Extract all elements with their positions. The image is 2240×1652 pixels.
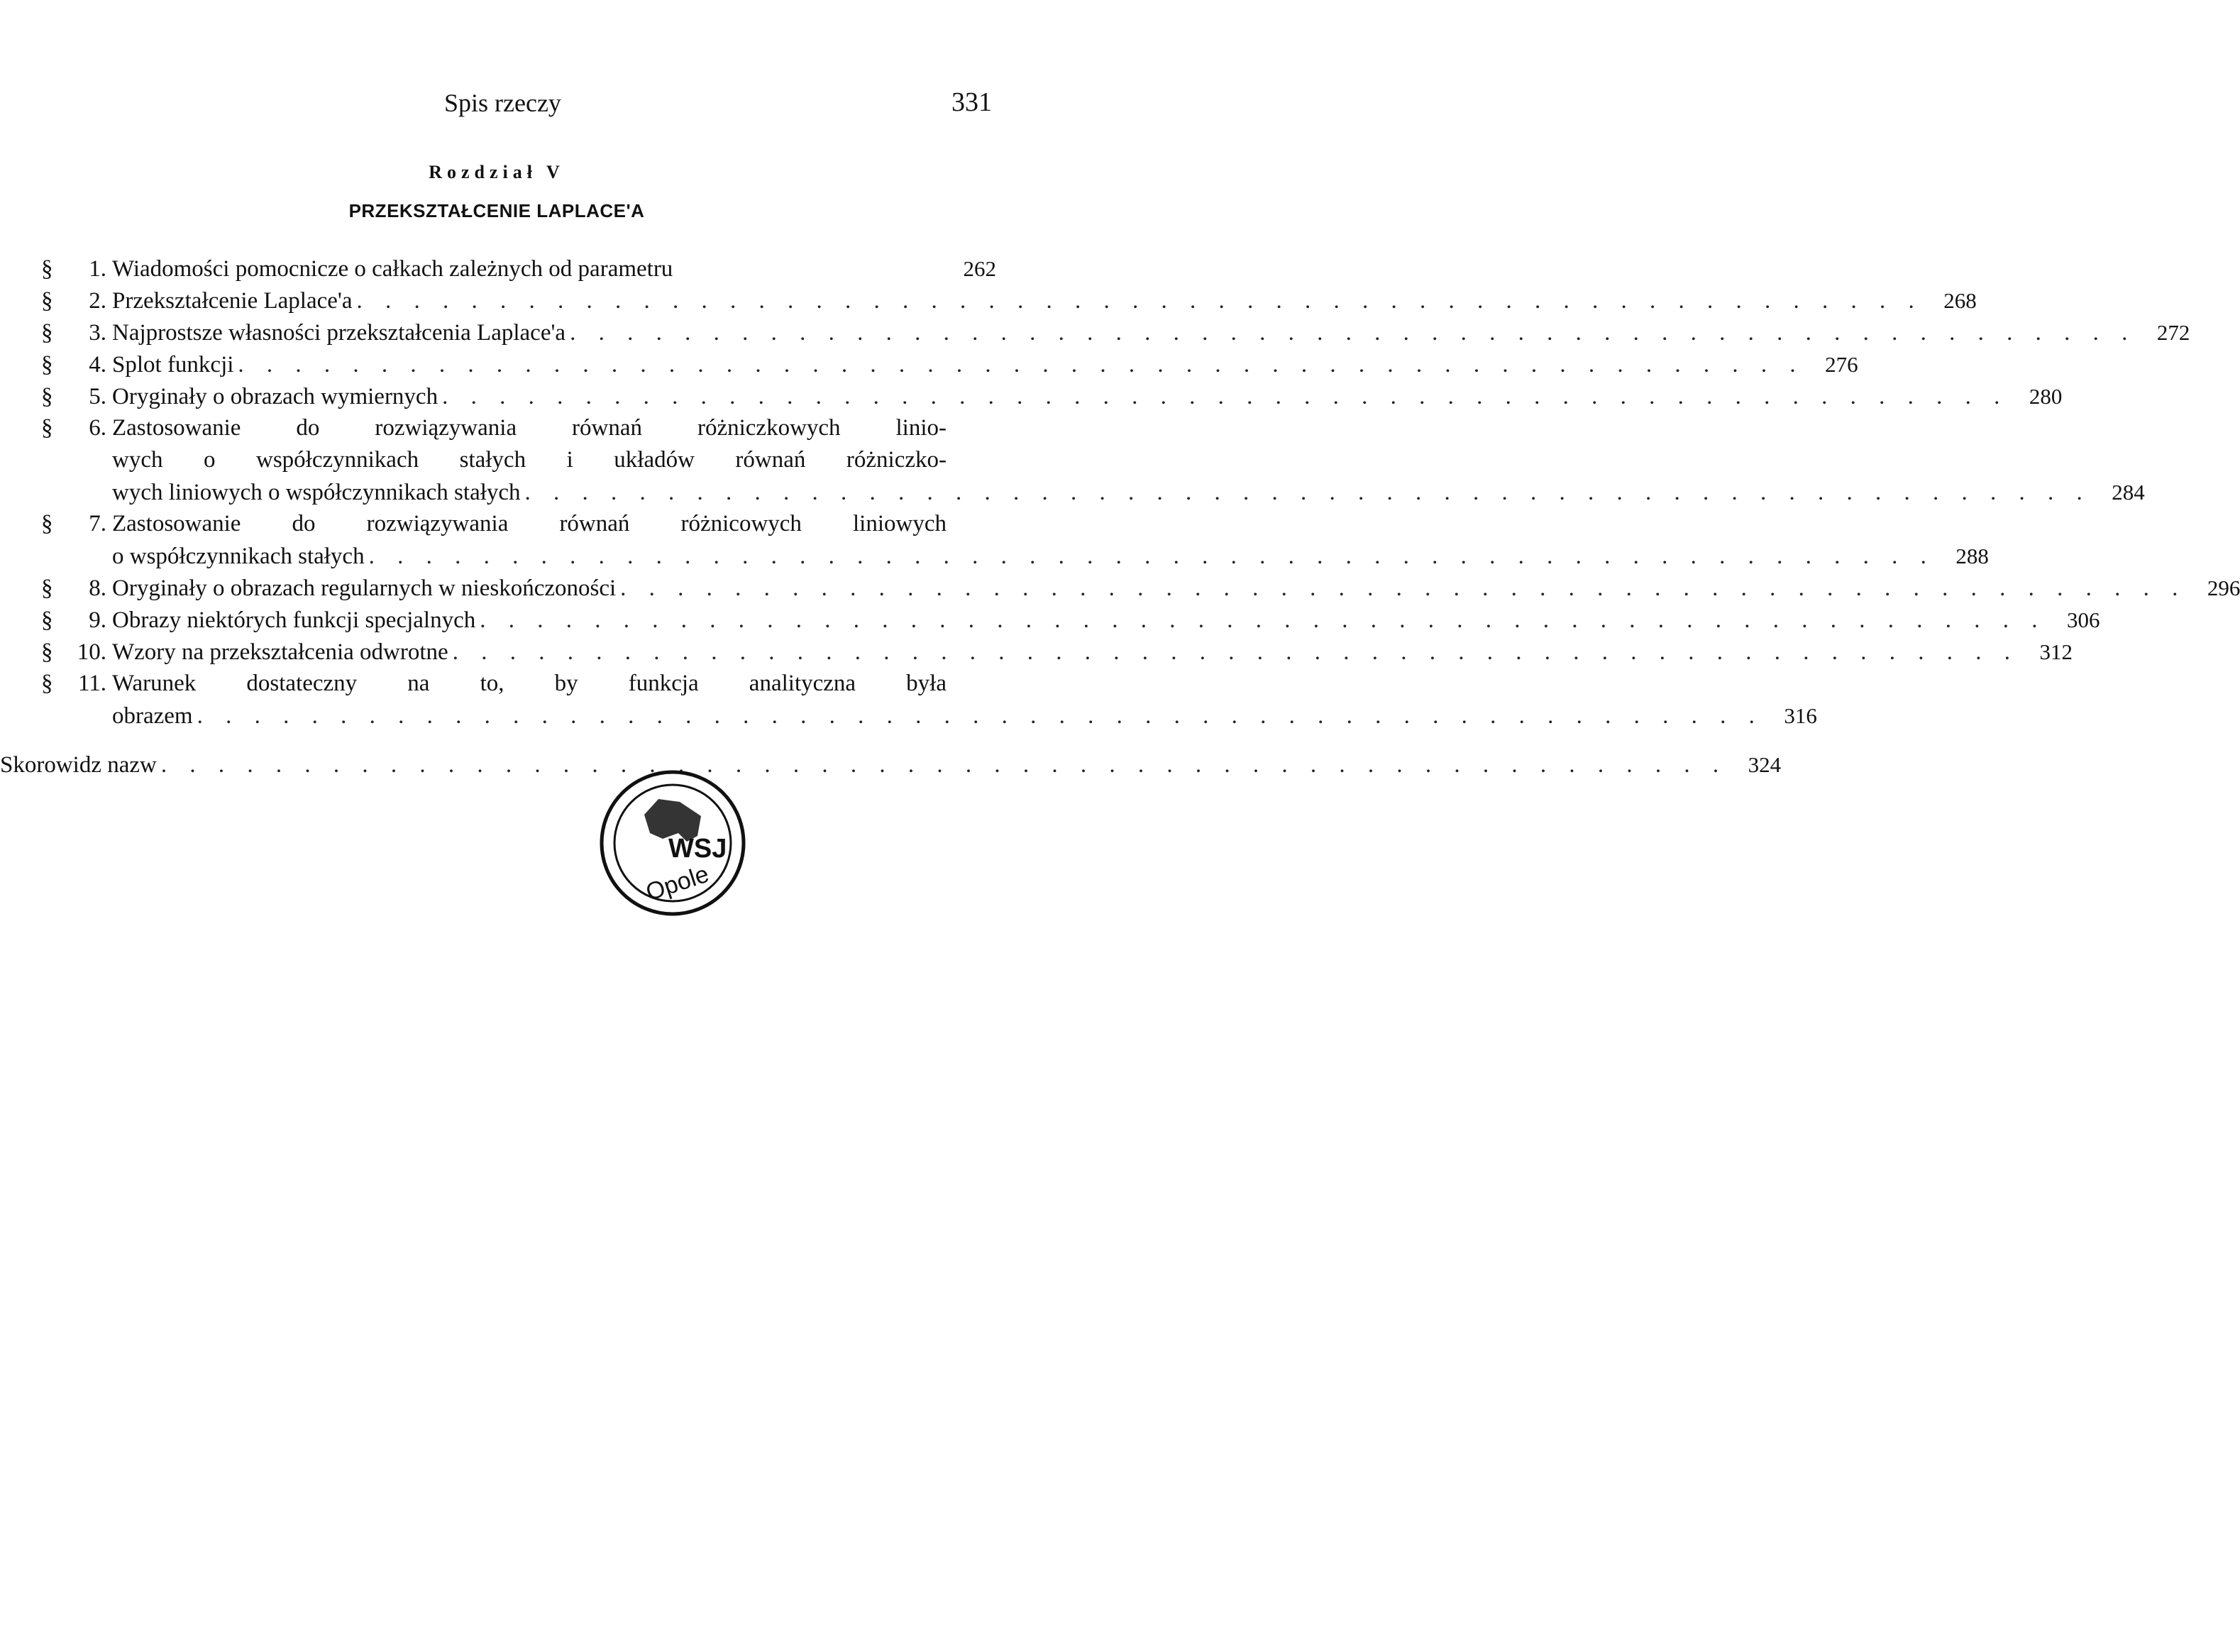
chapter-title: PRZEKSZTAŁCENIE LAPLACE'A	[348, 200, 645, 221]
dot-leader: . . . . . . . . . . . . . . . . . . . . . . . . . . . . . . . . . . . . . . . . . . . . . . . . . . . . . . .	[442, 384, 2009, 409]
entry-title: Wiadomości pomocnicze o całkach zależnych od parametru	[112, 256, 673, 282]
toc-entry	[41, 412, 2145, 508]
toc-line	[41, 636, 2073, 668]
entry-title: Obrazy niektórych funkcji specjalnych	[112, 607, 476, 633]
running-header-title: Spis rzeczy	[444, 89, 561, 117]
section-sign: §	[41, 511, 53, 536]
entry-page: 284	[2112, 480, 2145, 505]
toc-line	[41, 572, 2240, 604]
toc-line	[41, 285, 1977, 316]
entry-title: Oryginały o obrazach regularnych w nieskończoności	[112, 576, 617, 601]
section-number: 6.	[89, 415, 106, 441]
entry-title: obrazem	[112, 703, 193, 729]
dot-leader: . . . . . . . . . . . . . . . . . . . . . . . . . . . . . . . . . . . . . . . . . . . . . . . . . . . . . . .	[238, 352, 1804, 378]
dot-leader: . . . . . . . . . . . . . . . . . . . . . . . . . . . . . . . . . . . . . . . . . . . . . . . . . . . . . . .	[480, 607, 2046, 633]
section-number: 5.	[89, 384, 106, 409]
toc-entry	[41, 380, 2063, 412]
section-number: 11.	[77, 671, 106, 696]
section-sign: §	[41, 671, 53, 696]
dot-leader: . . . . . . . . . . . . . . . . . . . . . . . . . . . . . . . . . . . . . . . . . . . . . . . . . . . . . . .	[368, 544, 1935, 569]
stamp-top-text: WSJ	[668, 834, 727, 864]
toc-line	[41, 668, 996, 700]
toc-line	[41, 476, 2145, 508]
table-of-contents	[0, 253, 2240, 781]
entry-page: 280	[2029, 384, 2063, 409]
toc-entry	[41, 285, 1977, 316]
page-number: 331	[951, 87, 992, 117]
toc-line	[41, 253, 996, 285]
section-sign: §	[41, 352, 53, 378]
index-label: Skorowidz nazw	[0, 752, 157, 778]
toc-line	[41, 540, 1989, 572]
entry-title: Przekształcenie Laplace'a	[112, 288, 353, 314]
dot-leader: . . . . . . . . . . . . . . . . . . . . . . . . . . . . . . . . . . . . . . . . . . . . . . . . . . . . . . .	[197, 703, 1763, 729]
section-sign: §	[41, 320, 53, 346]
index-page: 324	[1748, 752, 1782, 777]
index-entry	[0, 749, 1782, 781]
section-sign: §	[41, 639, 53, 665]
toc-entry	[41, 348, 1858, 380]
toc-entry	[41, 668, 1817, 732]
toc-line	[41, 700, 1817, 732]
section-number: 3.	[89, 320, 106, 346]
entry-title: wych o współczynnikach stałych i układów równań różniczko-	[112, 447, 947, 473]
toc-line	[0, 749, 1782, 781]
entry-page: 276	[1825, 352, 1858, 377]
section-sign: §	[41, 384, 53, 409]
section-sign: §	[41, 607, 53, 633]
toc-line	[41, 444, 996, 476]
dot-leader: . . . . . . . . . . . . . . . . . . . . . . . . . . . . . . . . . . . . . . . . . . . . . . . . . . . . . . .	[160, 752, 1728, 778]
section-sign: §	[41, 415, 53, 441]
toc-entry	[41, 604, 2100, 636]
dot-leader: . . . . . . . . . . . . . . . . . . . . . . . . . . . . . . . . . . . . . . . . . . . . . . . . . . . . . . .	[452, 639, 2019, 665]
dot-leader: . . . . . . . . . . . . . . . . . . . . . . . . . . . . . . . . . . . . . . . . . . . . . . . . . . . . . . .	[356, 288, 1923, 314]
section-sign: §	[41, 256, 53, 282]
toc-entry	[41, 316, 2190, 348]
entry-page: 262	[963, 256, 996, 281]
entry-title: Oryginały o obrazach wymiernych	[112, 384, 438, 409]
section-number: 10.	[77, 639, 106, 665]
section-sign: §	[41, 576, 53, 601]
entry-title: Zastosowanie do rozwiązywania równań różniczkowych linio-	[112, 415, 947, 441]
entry-title: Warunek dostateczny na to, by funkcja analityczna była	[112, 671, 947, 696]
library-stamp	[595, 765, 751, 921]
entry-title: Najprostsze własności przekształcenia Laplace'a	[112, 320, 566, 346]
chapter-label: Rozdział V	[429, 162, 565, 182]
dot-leader: . . . . . . . . . . . . . . . . . . . . . . . . . . . . . . . . . . . . . . . . . . . . . . . . . . . . . . .	[524, 480, 2091, 505]
toc-line	[41, 348, 1858, 380]
entry-page: 296	[2207, 576, 2240, 600]
toc-line	[41, 508, 996, 540]
entry-title: o współczynnikach stałych	[112, 544, 365, 569]
dot-leader: . . . . . . . . . . . . . . . . . . . . . . . . . . . . . . . . . . . . . . . . . . . . . . . . . . . . . . .	[570, 320, 2136, 346]
section-number: 1.	[89, 256, 106, 282]
section-number: 4.	[89, 352, 106, 378]
toc-line	[41, 316, 2190, 348]
section-sign: §	[41, 288, 53, 314]
section-number: 7.	[89, 511, 106, 536]
spacer	[41, 732, 996, 749]
stamp-bottom-text: Opole	[642, 860, 712, 906]
entry-title: Splot funkcji	[112, 352, 234, 378]
toc-entry	[41, 508, 1989, 572]
toc-entry	[41, 572, 2240, 604]
toc-entry	[41, 636, 2073, 668]
section-number: 2.	[89, 288, 106, 314]
toc-entry	[41, 253, 996, 285]
section-number: 8.	[89, 576, 106, 601]
entry-page: 288	[1955, 544, 1989, 568]
entry-page: 268	[1943, 288, 1977, 313]
section-number: 9.	[89, 607, 106, 633]
entry-title: Wzory na przekształcenia odwrotne	[112, 639, 448, 665]
entry-page: 306	[2066, 607, 2100, 632]
toc-line	[41, 380, 2063, 412]
entry-page: 316	[1784, 703, 1817, 728]
dot-leader: . . . . . . . . . . . . . . . . . . . . . . . . . . . . . . . . . . . . . . . . . . . . . . . . . . . . . . .	[620, 576, 2187, 601]
toc-line	[41, 604, 2100, 636]
entry-title: Zastosowanie do rozwiązywania równań różnicowych liniowych	[112, 511, 947, 536]
entry-title: wych liniowych o współczynnikach stałych	[112, 480, 521, 505]
toc-line	[41, 412, 996, 444]
entry-page: 272	[2156, 320, 2190, 345]
entry-page: 312	[2039, 639, 2073, 664]
